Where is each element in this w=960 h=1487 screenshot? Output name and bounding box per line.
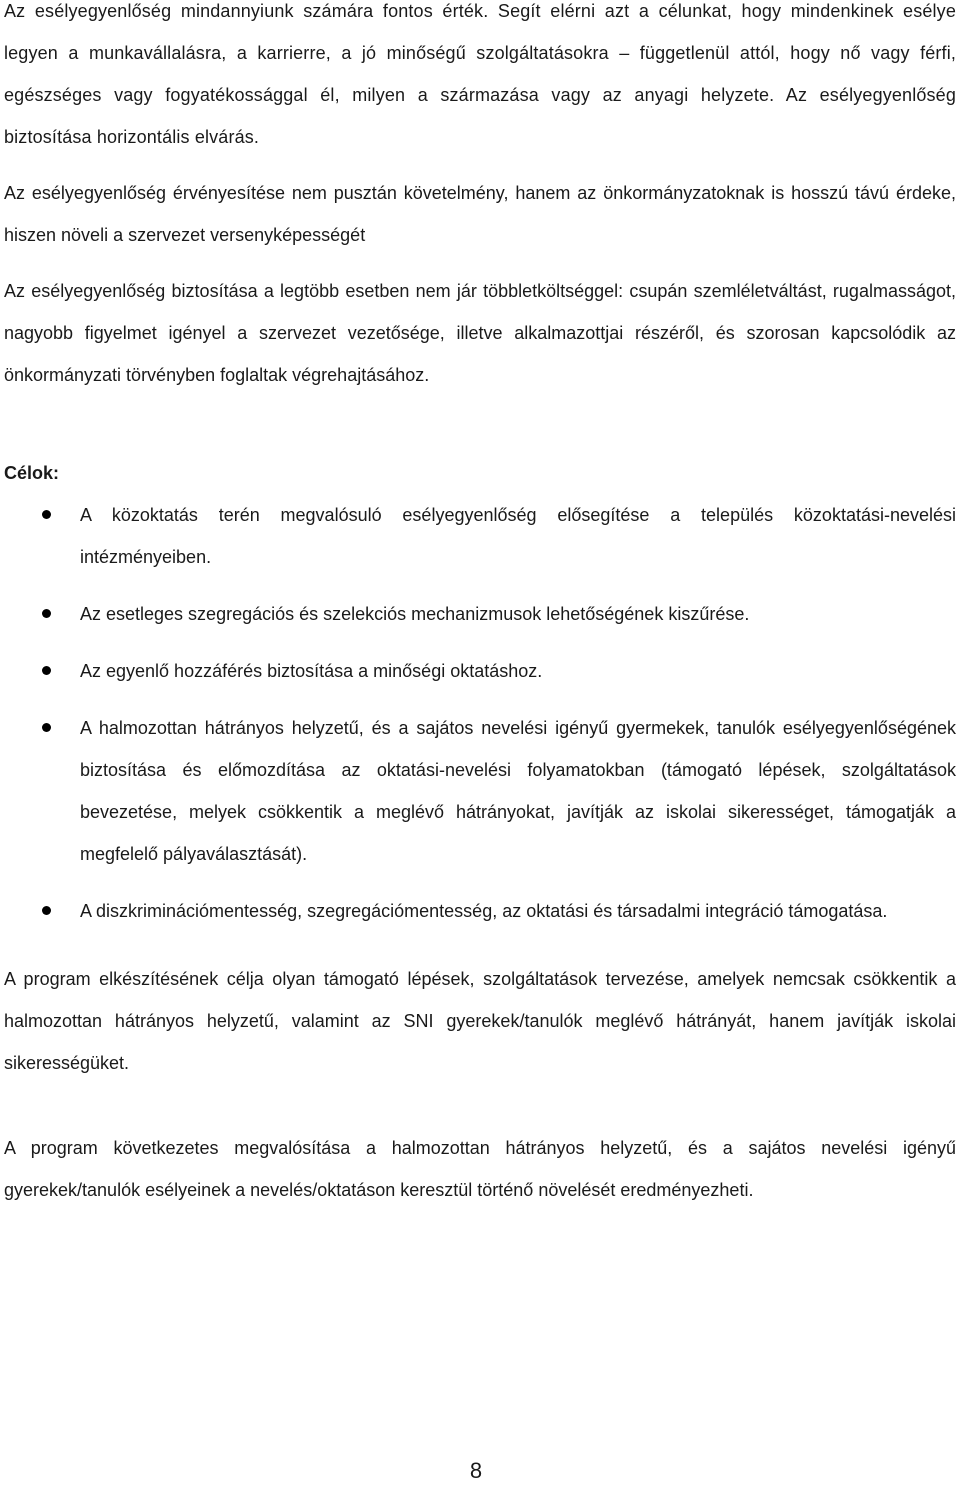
goal-text: A közoktatás terén megvalósuló esélyegyenlőség elősegítése a település közoktatási-nevelési intézményeiben.: [80, 505, 956, 567]
goal-item: [4, 494, 956, 578]
bullet-icon: [42, 609, 51, 618]
goal-item: [4, 593, 956, 635]
program-result-paragraph: A program következetes megvalósítása a halmozottan hátrányos helyzetű, és a sajátos nevelési igényű gyerekek/tanulók esélyeinek a nevelés/oktatáson keresztül történő növelését eredményezheti.: [4, 1138, 956, 1200]
bullet-icon: [42, 906, 51, 915]
program-aim-paragraph: A program elkészítésének célja olyan támogató lépések, szolgáltatások tervezése, amelyek nemcsak csökkentik a halmozottan hátrányos helyzetű, valamint az SNI gyerekek/tanulók meglévő hátrányát, hanem javítják iskolai sikerességüket.: [4, 969, 956, 1073]
intro-paragraph: Az esélyegyenlőség mindannyiunk számára fontos érték. Segít elérni azt a célunkat, hogy mindenkinek esélye legyen a munkavállalásra, a karrierre, a jó minőségű szolgáltatásokra – függetlenül attól, hogy nő vagy férfi, egészséges vagy fogyatékossággal él, milyen a származása vagy az anyagi helyzete. Az esélyegyenlőség biztosítása horizontális elvárás.: [4, 1, 956, 147]
bullet-icon: [42, 666, 51, 675]
goals-heading: Célok:: [4, 463, 60, 483]
page-number: 8: [469, 1458, 483, 1483]
goal-text: A halmozottan hátrányos helyzetű, és a sajátos nevelési igényű gyermekek, tanulók esélyegyenlőségének biztosítása és előmozdítása az oktatási-nevelési folyamatokban (támogató lépések, szolgáltatások bevezetése, melyek csökkentik a meglévő hátrányokat, javítják az iskolai sikerességet, támogatják a megfelelő pályaválasztását).: [80, 718, 956, 864]
goal-text: A diszkriminációmentesség, szegregációmentesség, az oktatási és társadalmi integráció támogatása.: [80, 901, 888, 921]
bullet-icon: [42, 723, 51, 732]
bullet-icon: [42, 510, 51, 519]
goal-item: [4, 707, 956, 875]
interest-paragraph: Az esélyegyenlőség érvényesítése nem pusztán követelmény, hanem az önkormányzatoknak is hosszú távú érdeke, hiszen növeli a szervezet versenyképességét: [4, 183, 956, 245]
goals-list: [4, 494, 956, 947]
goal-item: [4, 650, 956, 692]
goal-item: [4, 890, 956, 932]
cost-paragraph: Az esélyegyenlőség biztosítása a legtöbb esetben nem jár többletköltséggel: csupán szemléletváltást, rugalmasságot, nagyobb figyelmet igényel a szervezet vezetősége, illetve alkalmazottjai részéről, és szorosan kapcsolódik az önkormányzati törvényben foglaltak végrehajtásához.: [4, 281, 956, 385]
goal-text: Az esetleges szegregációs és szelekciós mechanizmusok lehetőségének kiszűrése.: [80, 604, 750, 624]
goal-text: Az egyenlő hozzáférés biztosítása a minőségi oktatáshoz.: [80, 661, 543, 681]
